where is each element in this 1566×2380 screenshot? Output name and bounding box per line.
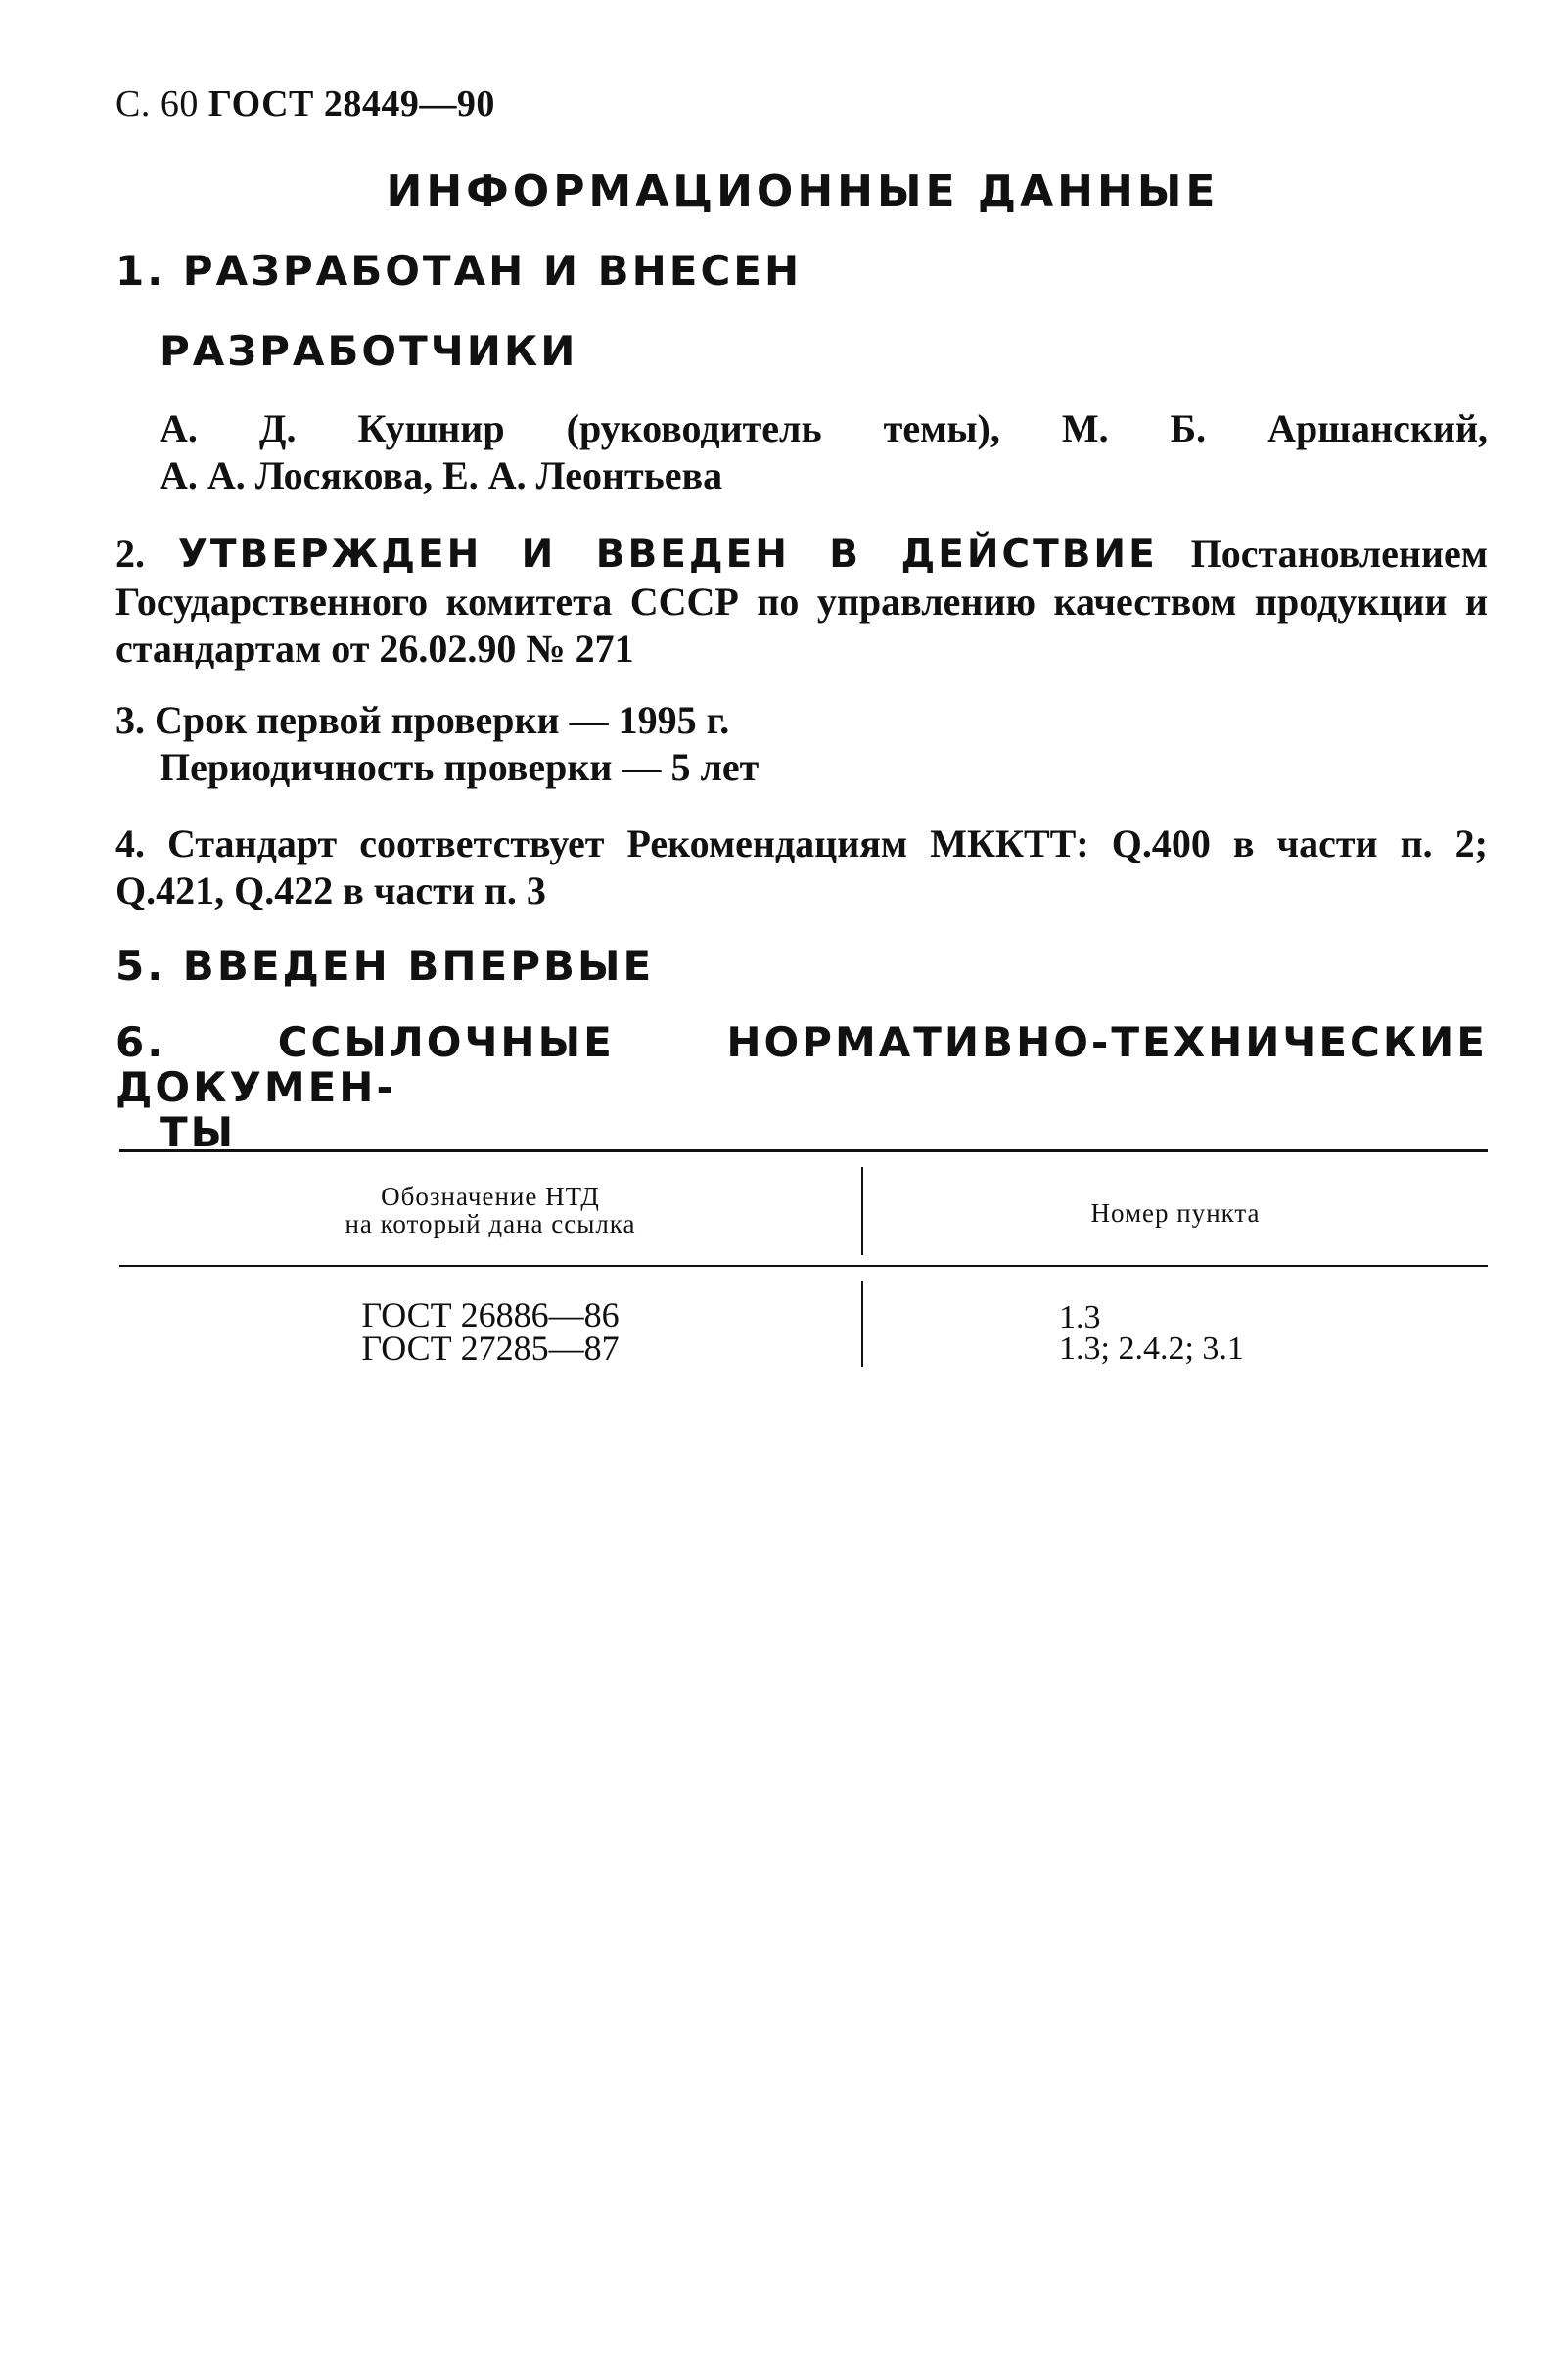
table-row-2-document: ГОСТ 27285—87 bbox=[361, 1329, 620, 1368]
section-3-review bbox=[115, 697, 1488, 791]
section-6-heading-line-1: 6. ССЫЛОЧНЫЕ НОРМАТИВНО-ТЕХНИЧЕСКИЕ ДОКУМЕН- bbox=[115, 1018, 1488, 1111]
table-row-2-clauses: 1.3; 2.4.2; 3.1 bbox=[1059, 1330, 1244, 1367]
page-number: 60 bbox=[160, 83, 199, 124]
table-header-document bbox=[119, 1183, 861, 1237]
developers-list bbox=[160, 405, 1488, 499]
section-2-approval bbox=[115, 531, 1488, 673]
section-2-text: Постановлением Государственного комитета СССР по управлению качеством продукции и стандартам от 26.02.90 № 271 bbox=[115, 532, 1488, 671]
section-6-heading-line-2: ТЫ bbox=[160, 1108, 237, 1156]
table-header-document-line-1: Обозначение НТД bbox=[381, 1182, 600, 1211]
section-5-heading: 5. ВВЕДЕН ВПЕРВЫЕ bbox=[115, 942, 655, 990]
page-title: ИНФОРМАЦИОННЫЕ ДАННЫЕ bbox=[386, 166, 1220, 216]
section-3-line-2: Периодичность проверки — 5 лет bbox=[160, 745, 760, 789]
table-header-document-line-2: на который дана ссылка bbox=[345, 1209, 636, 1238]
section-3-line-1: 3. Срок первой проверки — 1995 г. bbox=[115, 698, 730, 742]
table-row-1-document: ГОСТ 26886—86 bbox=[361, 1295, 620, 1334]
table-body-divider bbox=[861, 1281, 863, 1367]
developers-subheading: РАЗРАБОТЧИКИ bbox=[160, 327, 578, 375]
table-header-clause: Номер пункта bbox=[1090, 1198, 1261, 1228]
table-column-clauses bbox=[1059, 1299, 1470, 1367]
developers-line-1: А. Д. Кушнир (руководитель темы), М. Б. Аршанский, bbox=[160, 406, 1488, 450]
section-2-number: 2. bbox=[115, 532, 145, 576]
section-4-conformance: 4. Стандарт соответствует Рекомендациям МККТТ: Q.400 в части п. 2; Q.421, Q.422 в части п. 3 bbox=[115, 821, 1488, 912]
developers-line-2: А. А. Лосякова, Е. А. Леонтьева bbox=[160, 453, 723, 497]
reference-table bbox=[119, 1149, 1488, 1384]
standard-designation: ГОСТ 28449—90 bbox=[207, 83, 495, 124]
table-column-documents bbox=[119, 1295, 861, 1368]
table-top-rule bbox=[119, 1149, 1488, 1152]
section-2-caps: УТВЕРЖДЕН И ВВЕДЕН В ДЕЙСТВИЕ bbox=[177, 533, 1158, 577]
running-head bbox=[115, 82, 495, 125]
section-6-heading bbox=[115, 1020, 1488, 1155]
table-header-rule bbox=[119, 1265, 1488, 1267]
section-1-heading: 1. РАЗРАБОТАН И ВНЕСЕН bbox=[115, 247, 803, 295]
page-prefix: С. bbox=[115, 83, 151, 124]
table-row-1-clauses: 1.3 bbox=[1059, 1299, 1101, 1335]
